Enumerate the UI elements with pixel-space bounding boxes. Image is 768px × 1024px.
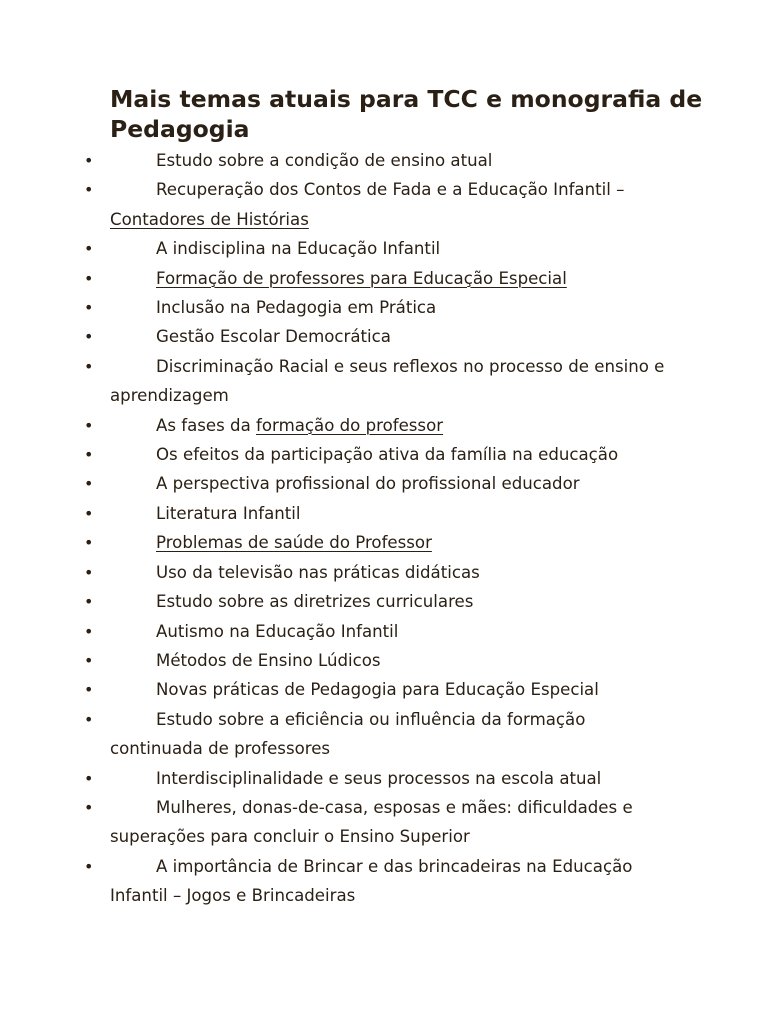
list-item-text: Recuperação dos Contos de Fada e a Educação Infantil – xyxy=(156,180,625,200)
list-item-text: Autismo na Educação Infantil xyxy=(156,621,399,641)
list-item-text: Gestão Escolar Democrática xyxy=(156,327,391,347)
list-item xyxy=(0,558,670,587)
list-item xyxy=(0,705,670,764)
list-item xyxy=(0,764,670,793)
list-item-text: Métodos de Ensino Lúdicos xyxy=(156,650,381,670)
list-item-text: A indisciplina na Educação Infantil xyxy=(156,239,441,259)
topic-link[interactable]: Formação de professores para Educação Especial xyxy=(156,268,567,288)
list-item-text: Estudo sobre as diretrizes curriculares xyxy=(156,592,474,612)
list-item-text: Uso da televisão nas práticas didáticas xyxy=(156,562,480,582)
list-item-text: A perspectiva profissional do profissional educador xyxy=(156,474,580,494)
topic-link[interactable]: Contadores de Histórias xyxy=(110,209,309,229)
document-title: Mais temas atuais para TCC e monografia de Pedagogia xyxy=(110,85,703,143)
bullet-icon: • xyxy=(84,180,94,200)
list-item xyxy=(0,146,670,175)
bullet-icon: • xyxy=(84,268,94,288)
list-item xyxy=(0,793,670,852)
list-item-text: Os efeitos da participação ativa da família na educação xyxy=(156,445,619,465)
list-item-text: Estudo sobre a eficiência ou influência da formação continuada de professores xyxy=(110,709,586,759)
list-item xyxy=(0,587,670,616)
list-item-text: Novas práticas de Pedagogia para Educação Especial xyxy=(156,680,599,700)
list-item xyxy=(0,440,670,469)
bullet-icon: • xyxy=(84,533,94,553)
list-item-text: Estudo sobre a condição de ensino atual xyxy=(156,151,493,170)
list-item xyxy=(0,469,670,498)
list-item xyxy=(0,234,670,263)
list-item xyxy=(0,322,670,351)
bullet-icon: • xyxy=(84,445,94,465)
list-item xyxy=(0,646,670,675)
topic-link[interactable]: formação do professor xyxy=(256,415,444,435)
list-item xyxy=(0,264,670,293)
bullet-icon: • xyxy=(84,239,94,259)
list-item-text: Mulheres, donas-de-casa, esposas e mães: dificuldades e superações para concluir o Ensino Superior xyxy=(110,797,633,847)
list-item xyxy=(0,617,670,646)
list-item xyxy=(0,352,670,411)
bullet-icon: • xyxy=(84,621,94,641)
bullet-icon: • xyxy=(84,709,94,729)
bullet-icon: • xyxy=(84,474,94,494)
list-item-text: A importância de Brincar e das brincadeiras na Educação Infantil – Jogos e Brincadeiras xyxy=(110,856,633,906)
bullet-icon: • xyxy=(84,680,94,700)
list-item xyxy=(0,175,670,234)
list-item-text: As fases da xyxy=(156,415,257,435)
list-item xyxy=(0,528,670,557)
topic-list xyxy=(0,146,768,911)
bullet-icon: • xyxy=(84,298,94,318)
bullet-icon: • xyxy=(84,415,94,435)
list-item-text: Discriminação Racial e seus reflexos no processo de ensino e aprendizagem xyxy=(110,356,665,406)
list-item xyxy=(0,675,670,704)
bullet-icon: • xyxy=(84,151,94,170)
bullet-icon: • xyxy=(84,503,94,523)
bullet-icon: • xyxy=(84,592,94,612)
bullet-icon: • xyxy=(84,797,94,817)
bullet-icon: • xyxy=(84,650,94,670)
bullet-icon: • xyxy=(84,356,94,376)
list-item-text: Literatura Infantil xyxy=(156,503,301,523)
list-item xyxy=(0,852,670,911)
list-item xyxy=(0,499,670,528)
bullet-icon: • xyxy=(84,856,94,876)
list-item xyxy=(0,293,670,322)
list-item-text: Inclusão na Pedagogia em Prática xyxy=(156,298,437,318)
bullet-icon: • xyxy=(84,327,94,347)
list-item xyxy=(0,411,670,440)
topic-link[interactable]: Problemas de saúde do Professor xyxy=(156,533,432,553)
bullet-icon: • xyxy=(84,562,94,582)
bullet-icon: • xyxy=(84,768,94,788)
list-item-text: Interdisciplinalidade e seus processos na escola atual xyxy=(156,768,602,788)
